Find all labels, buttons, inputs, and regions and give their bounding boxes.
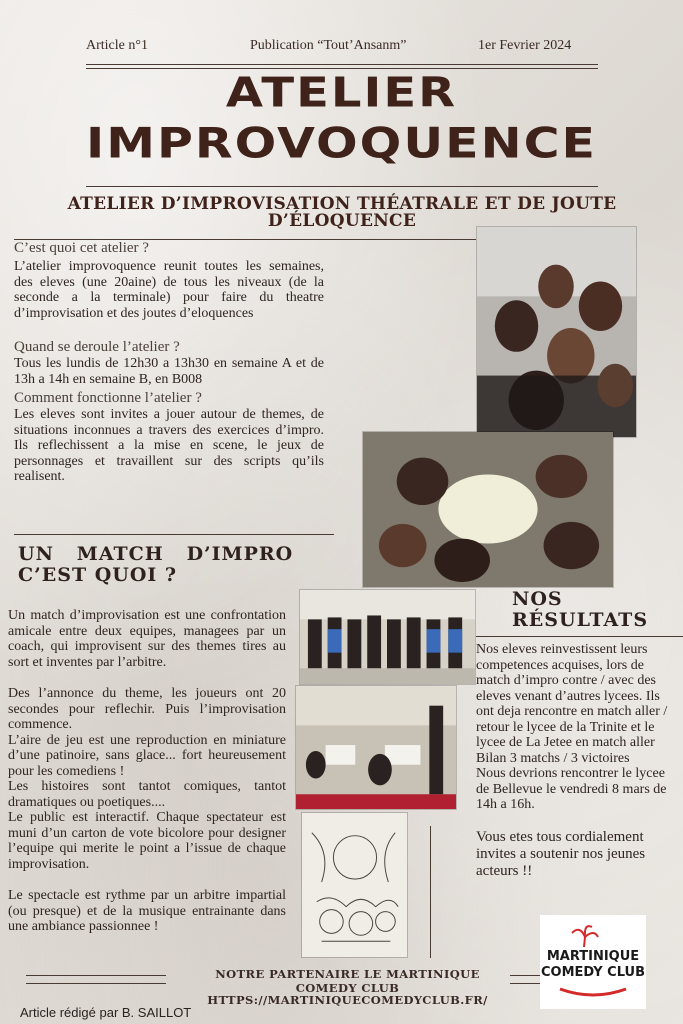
match-paragraph-6: Le spectacle est rythme par un arbitre impartial (ou presque) et de la musique entrainante dans une ambiance passionnee ! (8, 888, 286, 934)
results-heading-line-2: RÉSULTATS (512, 609, 649, 631)
team-group-photo (299, 589, 476, 685)
match-paragraph-1: Un match d’improvisation est une confrontation amicale entre deux equipes, managees par un coach, qui improvisent sur des themes tires au sort et inventes par l’arbitre. (8, 608, 286, 670)
match-heading-line-1: UN MATCH D’IMPRO (18, 543, 294, 565)
footer-rule-right-1 (510, 975, 540, 976)
results-heading (512, 588, 649, 631)
subtitle: ATELIER D’IMPROVISATION THÉATRALE ET DE JOUTE D’ÉLOQUENCE (67, 194, 617, 231)
results-paragraph-3: Nous devrions rencontrer le lycee de Bellevue le vendredi 8 mars de 14h a 16h. (476, 766, 667, 812)
partner-text: NOTRE PARTENAIRE LE MARTINIQUE COMEDY CLUB (215, 967, 480, 995)
results-rule (476, 636, 683, 637)
comedy-club-logo (540, 915, 646, 1009)
results-section (476, 642, 680, 880)
title-line-1: ATELIER (225, 69, 458, 117)
logo-line-1: MARTINIQUE (546, 949, 640, 964)
match-rule (14, 534, 334, 535)
publication-date: 1er Fevrier 2024 (478, 38, 572, 53)
match-paragraph-5: Le public est interactif. Chaque spectateur est muni d’un carton de vote bicolore pour designer l’equipe qui merite le point a l’issue de chaque improvisation. (8, 810, 286, 872)
column-divider (430, 826, 431, 958)
match-paragraph-3: L’aire de jeu est une reproduction en miniature d’une patinoire, sans glace... fort heureusement pour les comediens ! (8, 732, 286, 779)
footer-rule-right-2 (510, 983, 540, 984)
title-rule (86, 186, 598, 187)
question-how: Comment fonctionne l’atelier ? (14, 390, 202, 406)
results-paragraph-4: Vous etes tous cordialement invites a soutenir nos jeunes acteurs !! (476, 828, 646, 879)
intro-section (14, 240, 324, 485)
match-heading-line-2: C’EST QUOI ? (18, 564, 177, 586)
stage-photo (295, 685, 457, 810)
logo-line-2: COMEDY CLUB (540, 965, 646, 980)
answer-how: Les eleves sont invites a jouer autour de themes, de situations inconnues a travers des exercices d’impro. Ils reflechissent a la mise en scene, le jeux de personnages et travaillent sur des scripts qu’ils realisent. (14, 407, 324, 484)
answer-what: L’atelier improvoquence reunit toutes les semaines, des eleves (une 20aine) de tous les niveaux (de la seconde a la terminale) pour faire du theatre d’improvisation et des joutes d’eloquences (14, 259, 324, 321)
footer-rule-left-1 (26, 975, 166, 976)
results-paragraph-2: Bilan 3 matchs / 3 victoires (476, 750, 630, 766)
match-paragraph-4: Les histoires sont tantot comiques, tantot dramatiques ou poetiques.... (8, 779, 286, 810)
results-paragraph-1: Nos eleves reinvestissent leurs competences acquises, lors de match d’impro contre / avec des eleves venant d’autres lycees. Ils ont deja rencontre en match aller / retour le lycee de la Trinite et le lycee de La Jetee en match aller (476, 642, 668, 750)
answer-when: Tous les lundis de 12h30 a 13h30 en semaine A et de 13h a 14h en semaine B, en B008 (14, 356, 324, 387)
header-rule-top (86, 64, 598, 65)
title-line-2: IMPROVOQUENCE (85, 119, 598, 168)
publication-name: Publication “Tout’Ansanm” (250, 38, 407, 53)
circle-photo (362, 431, 614, 588)
match-section (8, 608, 286, 935)
question-what: C’est quoi cet atelier ? (14, 240, 149, 256)
group-selfie-photo (476, 226, 637, 438)
footer-rule-left-2 (26, 983, 166, 984)
sketch-drawing (301, 812, 408, 958)
partner-url[interactable]: HTTPS://MARTINIQUECOMEDYCLUB.FR/ (207, 993, 488, 1007)
results-heading-line-1: NOS (512, 588, 563, 610)
question-when: Quand se deroule l’atelier ? (14, 339, 180, 355)
match-heading (18, 544, 296, 586)
article-number: Article n°1 (86, 38, 148, 53)
match-paragraph-2: Des l’annonce du theme, les joueurs ont 20 secondes pour reflechir. Puis l’improvisation commence. (8, 686, 286, 732)
author-credit: Article rédigé par B. SAILLOT (20, 1005, 192, 1020)
